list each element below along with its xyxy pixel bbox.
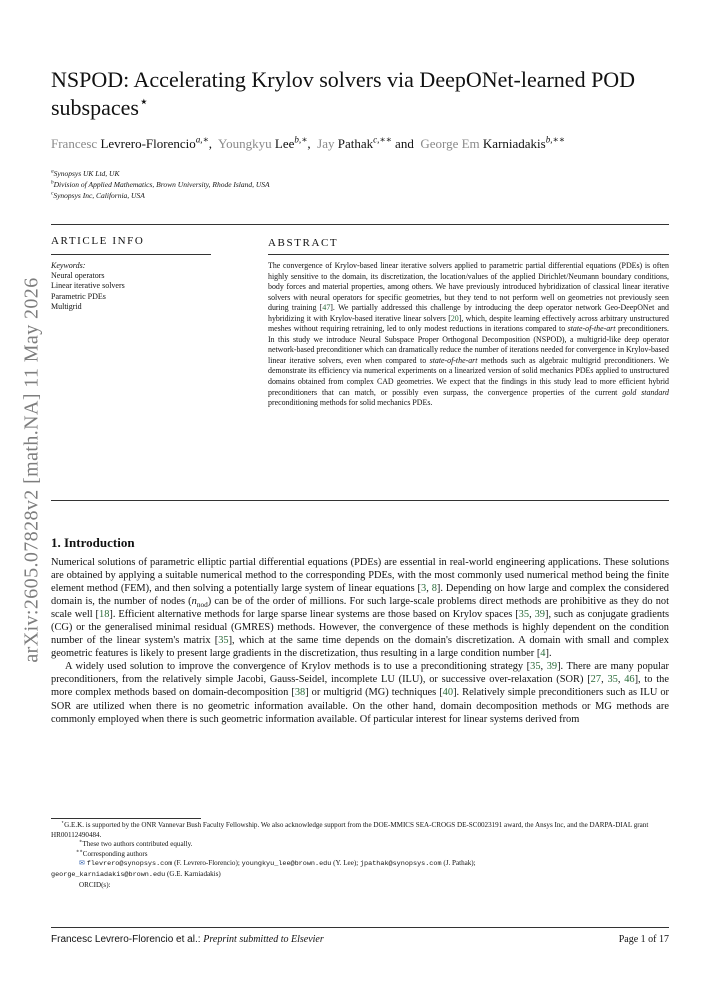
footnote-emails-cont: george_karniadakis@brown.edu (G.E. Karniadakis) [51, 869, 221, 879]
footer-note: Preprint submitted to Elsevier [203, 934, 324, 945]
abstract-bottom-divider [51, 500, 669, 501]
abstract-divider [268, 254, 669, 255]
email-link[interactable]: jpathak@synopsys.com [359, 860, 442, 869]
keyword: Multigrid [51, 301, 82, 311]
keyword: Linear iterative solvers [51, 281, 125, 291]
author-4 [420, 136, 565, 151]
paragraph: Numerical solutions of parametric elliptic partial differential equations (PDEs) are essential in real-world engineering applications. These solutions are obtained by applying a suitable numerical method to the corresponding PDEs, with the most commonly used numerical method being the finite element method (FEM), and then solving a potentially large system of linear equations [3, 8]. Depending on how large and complex the considered domain is, the number of nodes $(n_{nod})$ can be of the order of millions. For such large-scale problems direct methods are prohibitive as they do not scale well [18]. Efficient alternative methods for large sparse linear systems are those based on Krylov spaces [35, 39], such as conjugate gradients (CG) or the generalised minimal residual (GMRES) methods. However, the convergence of these methods is highly dependent on the condition number of the linear system's matrix [35], which at the same time depends on the domain's discretization. A domain with small and complex geometric features is likely to present large gradients in the discretization, thus resulting in a large condition number [4]. [51, 557, 669, 660]
footnotes [51, 821, 669, 890]
author-last-name: Karniadakis [482, 136, 546, 151]
author-last-name: Pathak [337, 136, 374, 151]
paper-title-text: NSPOD: Accelerating Krylov solvers via DeepONet-learned POD subspaces [51, 67, 636, 120]
abstract-text: The convergence of Krylov-based linear iterative solvers applied to parametric partial differential equations (PDEs) is often highly sensitive to the domain, its discretization, the location/values of the applied Dirichlet/Neumann boundary conditions, body forces and material properties, among others. We have previously introduced hybridization of classical linear iterative solvers with neural operators for specific geometries, but they tend to not perform well on geometries not previously seen during training [47]. We partially addressed this challenge by introducing the deep operator network Geo-DeepONet and hybridizing it with Krylov-based iterative linear solvers [20], which, despite learning effectively across arbitrary unstructured meshes without requiring retraining, led to only modest reductions in iterations compared to state-of-the-art preconditioners. In this study we introduce Neural Subspace Proper Orthogonal Decomposition (NSPOD), a multigrid-like deep operator network-based preconditioner which can dramatically reduce the number of iterations needed for convergence in Krylov-based linear iterative solvers, even when compared to state-of-the-art methods such as algebraic multigrid preconditioners. We demonstrate its efficiency via numerical experiments on a linearized version of solid mechanics PDEs applied to unstructured domains obtained from complex CAD geometries. We expect that the findings in this study lead to more efficient hybrid preconditioners that can match, or possibly even surpass, the convergence properties of the current gold standard preconditioning methods for solid mechanics PDEs. [268, 261, 670, 408]
author-last-name: Levrero-Florencio [100, 136, 196, 151]
author-first-name: Jay [317, 136, 335, 151]
author-first-name: George Em [420, 136, 480, 151]
affiliation: $^a$Synopsys UK Ltd, UK [51, 168, 120, 178]
author-2 [218, 136, 311, 151]
email-icon: ✉ [79, 859, 85, 868]
citation-link[interactable]: 35 [518, 609, 530, 621]
citation-link[interactable]: 39 [534, 609, 545, 621]
affiliation: $^c$Synopsys Inc, California, USA [51, 190, 145, 200]
footer-left [51, 934, 324, 945]
citation-link[interactable]: 35 [530, 661, 541, 673]
paragraph: A widely used solution to improve the convergence of Krylov methods is to use a preconditioning strategy [35, 39]. There are many popular preconditioners, from the relatively simple Jacobi, Gauss-Seidel, incomplete LU (ILU), or successive over-relaxation (SOR) [27, 35, 46], to the more complex methods based on domain-decomposition [38] or multigrid (MG) techniques [40]. Relatively simple preconditioners such as ILU or SOR are utilized when there is no geometric information available. On the other hand, domain decomposition methods or MG methods are commonly employed when there is such geometric information available. Of particular interest for linear systems derived from [51, 661, 669, 725]
arxiv-sidebar-stamp [14, 235, 50, 705]
citation-link[interactable]: 27 [590, 674, 602, 686]
title-star-mark: ⋆ [138, 93, 149, 111]
citation-link[interactable]: 39 [546, 661, 558, 673]
author-and: and [395, 136, 414, 151]
abstract-heading: ABSTRACT [268, 237, 339, 249]
citation-link[interactable]: 47 [322, 303, 331, 313]
citation-link[interactable]: 46 [624, 674, 635, 686]
author-affil-mark: c,∗∗ [373, 134, 392, 145]
citation-link[interactable]: 3 [421, 583, 427, 595]
email-link[interactable]: youngkyu_lee@brown.edu [241, 860, 332, 869]
email-link[interactable]: george_karniadakis@brown.edu [51, 870, 166, 879]
citation-link[interactable]: 35 [218, 635, 229, 647]
footnote-funding: ⋆G.E.K. is supported by the ONR Vannevar Bush Faculty Fellowship. We also acknowledge support from the DOE-MMICS SEA-CROGS DE-SC0023191 award, the Ansys Inc, and the DARPA-DIAL grant HR00112490484. [51, 820, 649, 839]
keyword: Neural operators [51, 271, 105, 281]
author-affil-mark: a,∗ [195, 134, 209, 145]
citation-link[interactable]: 20 [450, 313, 459, 323]
citation-link[interactable]: 40 [442, 687, 454, 699]
footnote-emails: ✉ flevrero@synopsys.com (F. Levrero-Florencio); youngkyu_lee@brown.edu (Y. Lee); jpathak@synopsys.com (J. Pathak); [79, 859, 476, 869]
author-affil-mark: b,∗ [294, 134, 308, 145]
author-first-name: Youngkyu [218, 136, 272, 151]
footnote-orcid: ORCID(s): [79, 880, 111, 889]
footer-author: Francesc Levrero-Florencio et al.: [51, 934, 201, 945]
footnote-corresponding: ∗∗Corresponding authors [76, 849, 148, 858]
citation-link[interactable]: 38 [294, 687, 306, 699]
article-info-heading: ARTICLE INFO [51, 235, 145, 247]
keyword: Parametric PDEs [51, 291, 106, 301]
paper-title [51, 66, 676, 122]
author-3 [317, 136, 392, 151]
author-list [51, 136, 691, 152]
author-separator: , [307, 136, 311, 151]
author-affil-mark: b,∗∗ [545, 134, 565, 145]
citation-link[interactable]: 35 [607, 674, 618, 686]
section-heading: 1. Introduction [51, 535, 135, 550]
arxiv-id: arXiv:2605.07828v2 [math.NA] 11 May 2026 [20, 277, 43, 663]
affiliation: $^b$Division of Applied Mathematics, Brown University, Rhode Island, USA [51, 179, 270, 189]
article-info-divider [51, 254, 211, 255]
author-1 [51, 136, 212, 151]
footnote-equal-contribution: ∗These two authors contributed equally. [79, 839, 193, 849]
author-first-name: Francesc [51, 136, 98, 151]
footer-divider [51, 927, 669, 928]
author-last-name: Lee [274, 136, 295, 151]
page-number: Page 1 of 17 [618, 934, 669, 945]
header-divider [51, 224, 669, 225]
email-link[interactable]: flevrero@synopsys.com [86, 860, 173, 869]
keywords-label: Keywords: [51, 261, 86, 270]
citation-link[interactable]: 18 [99, 609, 110, 621]
citation-link[interactable]: 8 [431, 583, 437, 595]
affiliations [51, 168, 676, 201]
author-separator: , [208, 136, 213, 151]
introduction-body [51, 556, 669, 726]
citation-link[interactable]: 4 [540, 648, 546, 660]
footnote-divider [51, 818, 201, 819]
keywords-block [51, 261, 231, 312]
